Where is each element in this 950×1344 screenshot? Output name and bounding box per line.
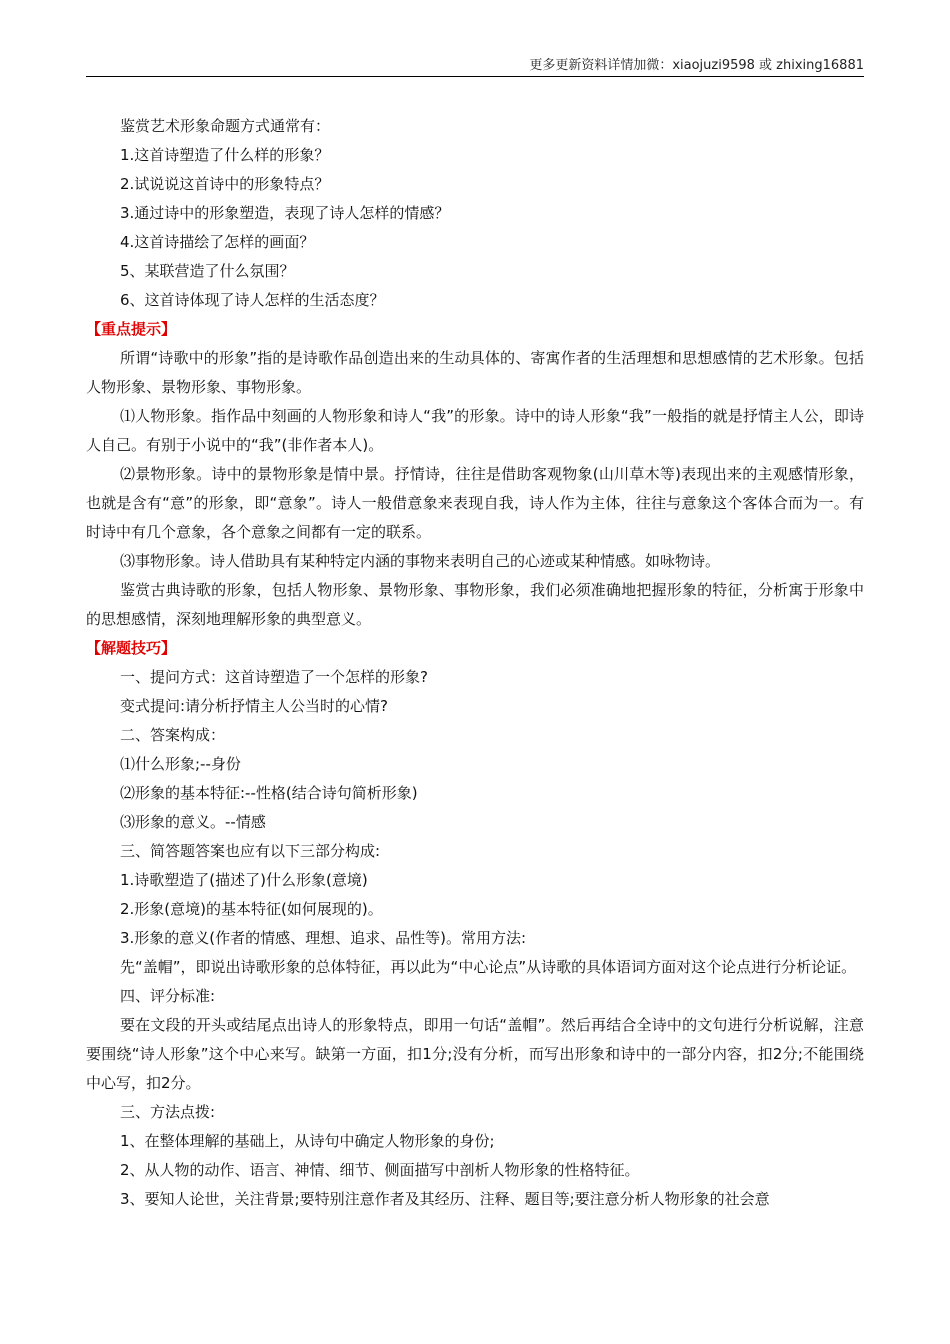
page-header: 更多更新资料详情加微：xiaojuzi9598 或 zhixing16881 xyxy=(529,58,864,73)
key-points-paragraph: ⑶事物形象。诗人借助具有某种特定内涵的事物来表明自己的心迹或某种情感。如咏物诗。 xyxy=(120,552,721,570)
techniques-line: 一、提问方式：这首诗塑造了一个怎样的形象? xyxy=(120,668,428,686)
techniques-heading: 【解题技巧】 xyxy=(86,639,177,657)
intro-item: 1.这首诗塑造了什么样的形象？ xyxy=(120,146,330,164)
techniques-line: 1、在整体理解的基础上，从诗句中确定人物形象的身份; xyxy=(120,1132,495,1150)
key-points-paragraph: ⑴人物形象。指作品中刻画的人物形象和诗人“我”的形象。诗中的诗人形象“我”一般指的就是抒情主人公，即诗人自己。有别于小说中的“我”(非作者本人)。 xyxy=(86,407,864,454)
intro-item: 4.这首诗描绘了怎样的画面？ xyxy=(120,233,315,251)
techniques-line: ⑶形象的意义。--情感 xyxy=(120,813,266,831)
intro-item: 6、这首诗体现了诗人怎样的生活态度？ xyxy=(120,291,385,309)
techniques-line: 2.形象(意境)的基本特征(如何展现的)。 xyxy=(120,900,383,918)
techniques-line: 3、要知人论世，关注背景;要特别注意作者及其经历、注释、题目等;要注意分析人物形象的社会意 xyxy=(120,1190,770,1208)
techniques-line: 2、从人物的动作、语言、神情、细节、侧面描写中剖析人物形象的性格特征。 xyxy=(120,1161,640,1179)
techniques-line: 1.诗歌塑造了(描述了)什么形象(意境) xyxy=(120,871,368,889)
key-points-paragraph: 所谓“诗歌中的形象”指的是诗歌作品创造出来的生动具体的、寄寓作者的生活理想和思想感情的艺术形象。包括人物形象、景物形象、事物形象。 xyxy=(86,349,864,396)
techniques-line: 四、评分标准: xyxy=(120,987,216,1005)
intro-item: 3.通过诗中的形象塑造，表现了诗人怎样的情感？ xyxy=(120,204,450,222)
techniques-line: 三、方法点拨: xyxy=(120,1103,216,1121)
techniques-line: ⑴什么形象;--身份 xyxy=(120,755,241,773)
techniques-line: 二、答案构成： xyxy=(120,726,226,744)
techniques-line: 先“盖帽”，即说出诗歌形象的总体特征，再以此为“中心论点”从诗歌的具体语词方面对这个论点进行分析论证。 xyxy=(120,958,857,976)
key-points-paragraph: 鉴赏古典诗歌的形象，包括人物形象、景物形象、事物形象，我们必须准确地把握形象的特征，分析寓于形象中的思想感情，深刻地理解形象的典型意义。 xyxy=(86,581,864,628)
key-points-heading: 【重点提示】 xyxy=(86,320,177,338)
document-body xyxy=(86,112,864,1214)
techniques-line: 变式提问:请分析抒情主人公当时的心情? xyxy=(120,697,389,715)
intro-lead: 鉴赏艺术形象命题方式通常有： xyxy=(120,117,331,135)
intro-item: 5、某联营造了什么氛围？ xyxy=(120,262,295,280)
intro-item: 2.试说说这首诗中的形象特点？ xyxy=(120,175,330,193)
techniques-line: 三、简答题答案也应有以下三部分构成: xyxy=(120,842,381,860)
techniques-line: ⑵形象的基本特征:--性格(结合诗句简析形象) xyxy=(120,784,418,802)
key-points-paragraph: ⑵景物形象。诗中的景物形象是情中景。抒情诗，往往是借助客观物象(山川草木等)表现出来的主观感情形象，也就是含有“意”的形象，即“意象”。诗人一般借意象来表现自我，诗人作为主体，往往与意象这个客体合而为一。有时诗中有几个意象，各个意象之间都有一定的联系。 xyxy=(86,465,864,541)
techniques-line: 要在文段的开头或结尾点出诗人的形象特点，即用一句话“盖帽”。然后再结合全诗中的文句进行分析说解，注意要围绕“诗人形象”这个中心来写。缺第一方面，扣1分;没有分析，而写出形象和诗中的一部分内容，扣2分;不能围绕中心写，扣2分。 xyxy=(86,1016,864,1092)
header-rule xyxy=(86,76,864,77)
techniques-line: 3.形象的意义(作者的情感、理想、追求、品性等)。常用方法: xyxy=(120,929,527,947)
